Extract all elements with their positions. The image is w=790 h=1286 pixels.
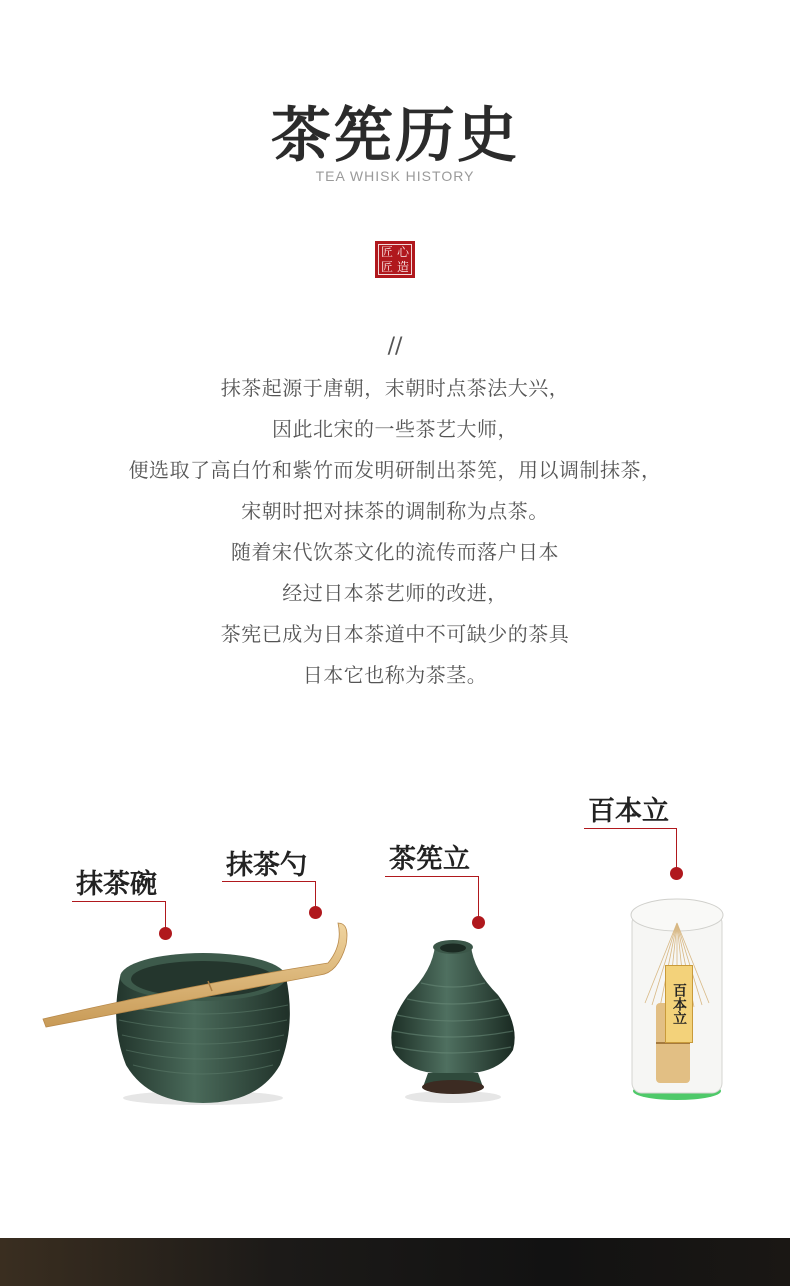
description-line: 便选取了高白竹和紫竹而发明研制出茶筅，用以调制抹茶， bbox=[128, 458, 662, 482]
scoop-callout-line bbox=[222, 881, 316, 882]
scoop-label: 抹茶勺 bbox=[226, 850, 307, 881]
history-description bbox=[0, 368, 790, 696]
seal-char: 造 bbox=[396, 260, 409, 274]
description-line: 经过日本茶艺师的改进， bbox=[282, 581, 508, 605]
seal-char: 心 bbox=[396, 245, 409, 259]
description-line: 因此北宋的一些茶艺大师， bbox=[272, 417, 518, 441]
description-line: 日本它也称为茶茎。 bbox=[302, 663, 488, 687]
holder-callout-dot bbox=[472, 916, 485, 929]
page-subtitle: TEA WHISK HISTORY bbox=[315, 168, 475, 184]
seal-char: 匠 bbox=[380, 260, 393, 274]
whisk-callout-line bbox=[584, 828, 677, 829]
bowl-callout-line bbox=[72, 901, 166, 902]
whisk-tag-text: 百本立 bbox=[671, 983, 687, 1025]
whisk-holder-image bbox=[383, 935, 523, 1105]
holder-callout-line bbox=[385, 876, 479, 877]
whisk-label: 百本立 bbox=[588, 796, 669, 827]
whisk-tag bbox=[665, 965, 693, 1043]
footer-band bbox=[0, 1238, 790, 1286]
bowl-label: 抹茶碗 bbox=[76, 869, 157, 900]
description-line: 随着宋代饮茶文化的流传而落户日本 bbox=[231, 540, 559, 564]
seal-char: 匠 bbox=[380, 245, 393, 259]
matcha-bowl-and-scoop-image bbox=[38, 915, 348, 1110]
description-line: 茶宪已成为日本茶道中不可缺少的茶具 bbox=[220, 622, 570, 646]
page-title: 茶筅历史 bbox=[271, 101, 519, 171]
holder-callout-line bbox=[478, 876, 479, 919]
seal-stamp-icon bbox=[375, 241, 415, 278]
whisk-callout-line bbox=[676, 828, 677, 868]
whisk-callout-dot bbox=[670, 867, 683, 880]
section-divider: // bbox=[387, 334, 403, 359]
description-line: 抹茶起源于唐朝，末朝时点茶法大兴， bbox=[220, 376, 570, 400]
description-line: 宋朝时把对抹茶的调制称为点茶。 bbox=[241, 499, 549, 523]
holder-label: 茶筅立 bbox=[389, 844, 470, 875]
